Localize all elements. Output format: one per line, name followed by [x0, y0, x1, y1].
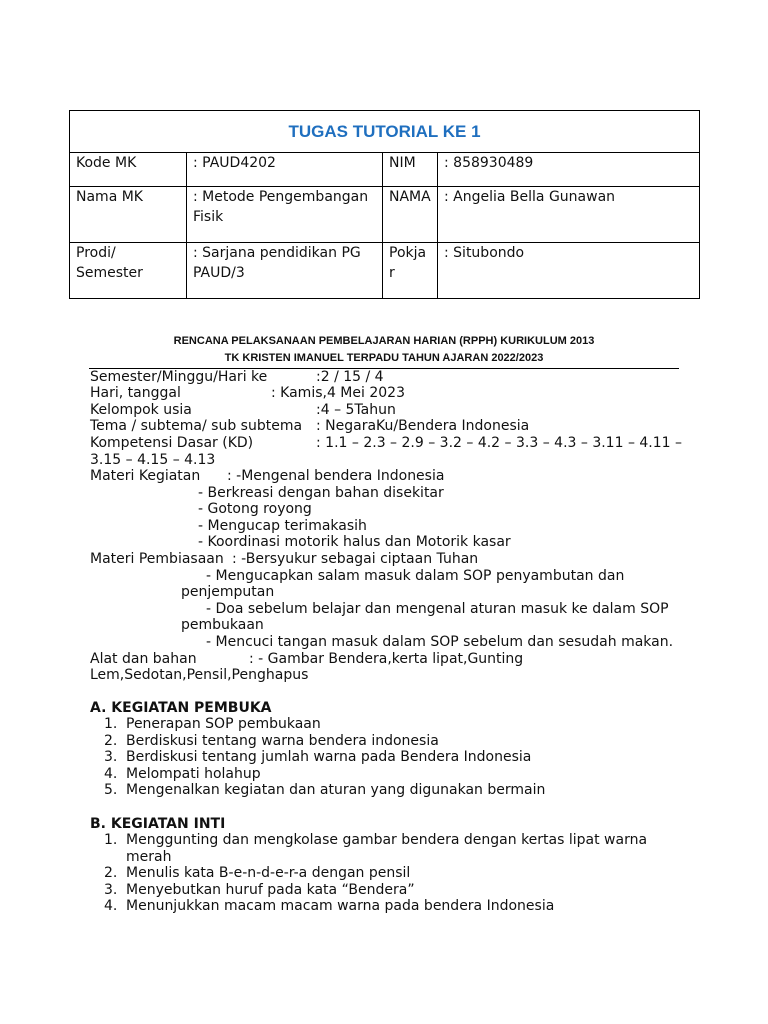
pembiasaan-item: - Mengucapkan salam masuk dalam SOP penyambutan dan — [206, 568, 625, 584]
date-value: : Kamis,4 Mei 2023 — [271, 385, 405, 401]
pembiasaan-item-cont: pembukaan — [181, 617, 264, 633]
assignment-title: TUGAS TUTORIAL KE 1 — [70, 111, 700, 153]
pembiasaan-item-cont: penjemputan — [181, 584, 275, 600]
item-number: 4. — [104, 898, 118, 915]
item-number: 4. — [104, 765, 118, 782]
item-number: 5. — [104, 782, 118, 799]
pokjar-label: Pokjar — [383, 243, 438, 299]
student-name-value: : Angelia Bella Gunawan — [438, 187, 700, 243]
alat-bahan-label: Alat dan bahan — [90, 651, 197, 667]
item-number: 3. — [104, 749, 118, 766]
program-semester-label: Prodi/ Semester — [70, 243, 187, 299]
item-text: Penerapan SOP pembukaan — [126, 716, 321, 732]
materi-pembiasaan-label: Materi Pembiasaan — [90, 551, 224, 567]
item-text: Berdiskusi tentang warna bendera indonesia — [126, 732, 439, 749]
item-text: Menggunting dan mengkolase gambar bendera dengan kertas lipat warna merah — [126, 832, 648, 865]
rpph-title-line1: RENCANA PELAKSANAAN PEMBELAJARAN HARIAN (RPPH) KURIKULUM 2013 — [173, 335, 595, 347]
item-number: 2. — [104, 865, 118, 882]
assignment-info-table — [69, 110, 700, 299]
competency-value-cont: 3.15 – 4.15 – 4.13 — [90, 452, 216, 468]
course-name-label: Nama MK — [70, 187, 187, 243]
item-text: Menunjukkan macam macam warna pada bendera Indonesia — [126, 898, 555, 915]
materi-kegiatan-item: - Koordinasi motorik halus dan Motorik kasar — [198, 534, 511, 550]
rpph-title-line2: TK KRISTEN IMANUEL TERPADU TAHUN AJARAN 2022/2023 — [224, 352, 544, 364]
item-number: 3. — [104, 881, 118, 898]
list-item — [90, 898, 650, 915]
materi-kegiatan-item: - Mengucap terimakasih — [198, 518, 367, 534]
materi-kegiatan-first: : -Mengenal bendera Indonesia — [227, 468, 445, 484]
list-item — [90, 749, 680, 766]
semester-value: :2 / 15 / 4 — [316, 369, 384, 385]
inti-list — [90, 832, 650, 915]
materi-kegiatan-item: - Berkreasi dengan bahan disekitar — [198, 485, 444, 501]
item-text: Menyebutkan huruf pada kata “Bendera” — [126, 881, 415, 898]
item-number: 1. — [104, 832, 118, 848]
pokjar-value: : Situbondo — [438, 243, 700, 299]
theme-value: : NegaraKu/Bendera Indonesia — [316, 418, 530, 434]
pembuka-list — [90, 716, 680, 799]
age-group-value: :4 – 5Tahun — [316, 402, 396, 418]
list-item — [90, 733, 680, 750]
course-code-label: Kode MK — [70, 153, 187, 187]
list-item — [90, 882, 650, 899]
competency-value: : 1.1 – 2.3 – 2.9 – 3.2 – 4.2 – 3.3 – 4.3 – 3.11 – 4.11 – — [316, 435, 683, 451]
list-item — [90, 716, 680, 733]
section-heading-pembuka: A. KEGIATAN PEMBUKA — [90, 700, 272, 716]
theme-label: Tema / subtema/ sub subtema — [90, 418, 303, 434]
materi-kegiatan-item: - Gotong royong — [198, 501, 312, 517]
item-text: Mengenalkan kegiatan dan aturan yang digunakan bermain — [126, 782, 546, 799]
nim-label: NIM — [383, 153, 438, 187]
course-name-value: : Metode Pengembangan Fisik — [187, 187, 383, 243]
list-item — [90, 865, 650, 882]
competency-label: Kompetensi Dasar (KD) — [90, 435, 254, 451]
date-label: Hari, tanggal — [90, 385, 181, 401]
age-group-label: Kelompok usia — [90, 402, 192, 418]
student-name-label: NAMA — [383, 187, 438, 243]
materi-kegiatan-label: Materi Kegiatan — [90, 468, 201, 484]
item-number: 2. — [104, 732, 118, 749]
course-code-value: : PAUD4202 — [187, 153, 383, 187]
item-number: 1. — [104, 716, 118, 732]
alat-bahan-value: : - Gambar Bendera,kerta lipat,Gunting — [249, 651, 524, 667]
list-item — [90, 832, 650, 865]
pembiasaan-item: - Mencuci tangan masuk dalam SOP sebelum dan sesudah makan. — [206, 634, 674, 650]
item-text: Menulis kata B-e-n-d-e-r-a dengan pensil — [126, 865, 411, 882]
item-text: Berdiskusi tentang jumlah warna pada Bendera Indonesia — [126, 749, 532, 766]
alat-bahan-cont: Lem,Sedotan,Pensil,Penghapus — [90, 667, 309, 683]
program-semester-value: : Sarjana pendidikan PG PAUD/3 — [187, 243, 383, 299]
materi-pembiasaan-first: : -Bersyukur sebagai ciptaan Tuhan — [232, 551, 479, 567]
item-text: Melompati holahup — [126, 765, 261, 782]
nim-value: : 858930489 — [438, 153, 700, 187]
pembiasaan-item: - Doa sebelum belajar dan mengenal aturan masuk ke dalam SOP — [206, 601, 669, 617]
list-item — [90, 766, 680, 783]
section-heading-inti: B. KEGIATAN INTI — [90, 816, 226, 832]
list-item — [90, 782, 680, 799]
semester-label: Semester/Minggu/Hari ke — [90, 369, 268, 385]
